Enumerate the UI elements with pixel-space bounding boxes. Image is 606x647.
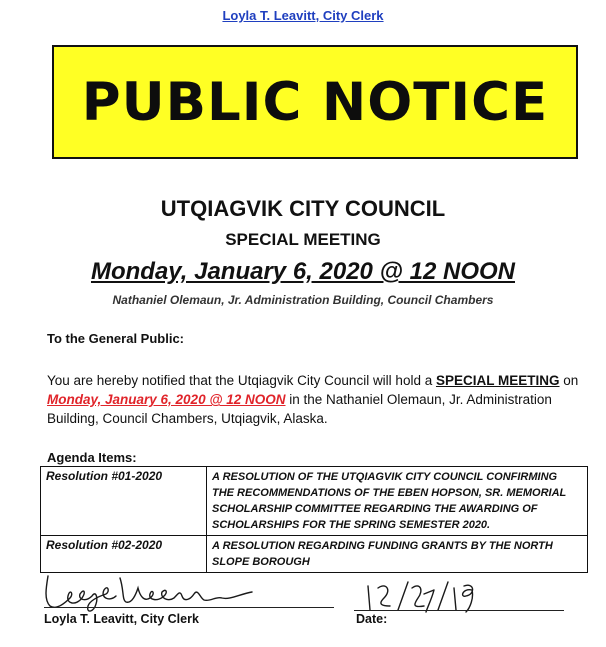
table-row <box>41 467 588 536</box>
meeting-location: Nathaniel Olemaun, Jr. Administration Building, Council Chambers <box>112 293 494 307</box>
resolution-text: A RESOLUTION OF THE UTQIAGVIK CITY COUNCIL CONFIRMING THE RECOMMENDATIONS OF THE EBEN HOPSON, SR. MEMORIAL SCHOLARSHIP COMMITTEE REGARDING THE AWARDING OF SCHOLARSHIPS FOR THE SPRING SEMESTER 2020. <box>207 467 588 536</box>
clerk-header-link[interactable]: Loyla T. Leavitt, City Clerk <box>222 8 384 23</box>
council-name: UTQIAGVIK CITY COUNCIL <box>160 196 446 221</box>
notice-text-part2: in the Nathaniel Olemaun, Jr. Administration Building, Council Chambers, Utqiagvik, Alaska. <box>47 392 552 426</box>
table-row <box>41 536 588 573</box>
handwritten-signature <box>40 568 260 616</box>
resolution-label: Resolution #01-2020 <box>41 467 207 536</box>
signature-line <box>44 607 334 608</box>
public-notice-banner <box>52 45 578 159</box>
date-label: Date: <box>356 612 388 626</box>
resolution-label: Resolution #02-2020 <box>41 536 207 573</box>
notice-paragraph <box>47 371 587 428</box>
date-line <box>354 610 564 611</box>
meeting-type: SPECIAL MEETING <box>225 230 381 249</box>
clerk-signature-label: Loyla T. Leavitt, City Clerk <box>44 612 199 626</box>
agenda-heading: Agenda Items: <box>47 450 137 465</box>
agenda-table <box>40 466 588 573</box>
banner-title: PUBLIC NOTICE <box>81 71 549 133</box>
notice-text-part1: You are hereby notified that the Utqiagvik City Council will hold a <box>47 373 436 388</box>
on-text: on <box>559 373 579 388</box>
date-time-highlight: Monday, January 6, 2020 @ 12 NOON <box>47 392 286 407</box>
resolution-text: A RESOLUTION REGARDING FUNDING GRANTS BY THE NORTH SLOPE BOROUGH <box>207 536 588 573</box>
greeting: To the General Public: <box>47 331 185 346</box>
meeting-date-time: Monday, January 6, 2020 @ 12 NOON <box>90 258 515 285</box>
special-meeting-text: SPECIAL MEETING <box>435 373 560 388</box>
